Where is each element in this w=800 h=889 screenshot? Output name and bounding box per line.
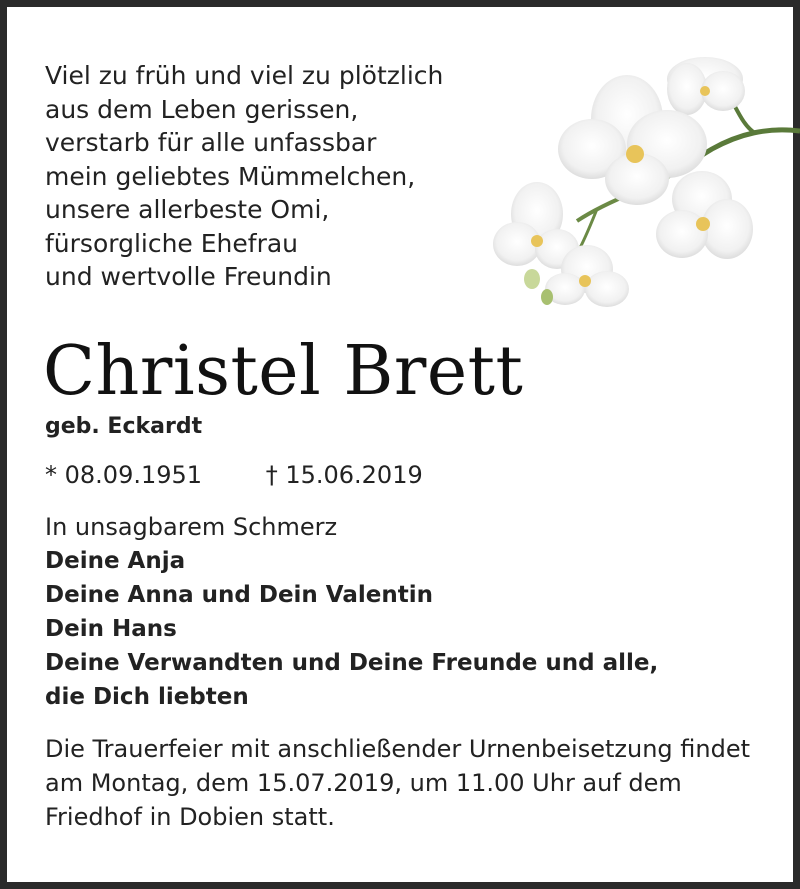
intro-line: aus dem Leben gerissen, <box>45 94 359 124</box>
mourner-line: Deine Anna und Dein Valentin <box>45 582 433 608</box>
intro-line: fürsorgliche Ehefrau <box>45 228 299 258</box>
orchid-image <box>477 49 800 309</box>
intro-line: unsere allerbeste Omi, <box>45 195 330 224</box>
intro-line: und wertvolle Freundin <box>45 262 332 291</box>
maiden-name: geb. Eckardt <box>45 414 203 439</box>
life-dates <box>45 461 423 489</box>
service-line: am Montag, dem 15.07.2019, um 11.00 Uhr auf dem <box>45 769 682 797</box>
mourner-line: Deine Anja <box>45 548 186 574</box>
mourners-section <box>45 510 658 714</box>
intro-line: mein geliebtes Mümmelchen, <box>45 161 416 191</box>
mourning-intro: In unsagbarem Schmerz <box>45 513 338 541</box>
deceased-name: Christel Brett <box>43 332 524 411</box>
service-info <box>45 732 750 834</box>
orchid-flower <box>656 171 753 259</box>
mourner-line: Dein Hans <box>45 616 177 642</box>
service-line: Die Trauerfeier mit anschließender Urnenbeisetzung findet <box>45 735 751 763</box>
birth-date: * 08.09.1951 <box>45 461 203 489</box>
mourner-line: Deine Verwandten und Deine Freunde und alle, <box>45 650 659 676</box>
mourner-line: die Dich liebten <box>45 684 249 710</box>
service-line: Friedhof in Dobien statt. <box>45 803 335 831</box>
intro-line: Viel zu früh und viel zu plötzlich <box>45 61 444 90</box>
intro-text <box>45 59 443 294</box>
death-date: † 15.06.2019 <box>265 461 423 489</box>
intro-line: verstarb für alle unfassbar <box>45 128 377 157</box>
orchid-flower <box>667 57 745 115</box>
